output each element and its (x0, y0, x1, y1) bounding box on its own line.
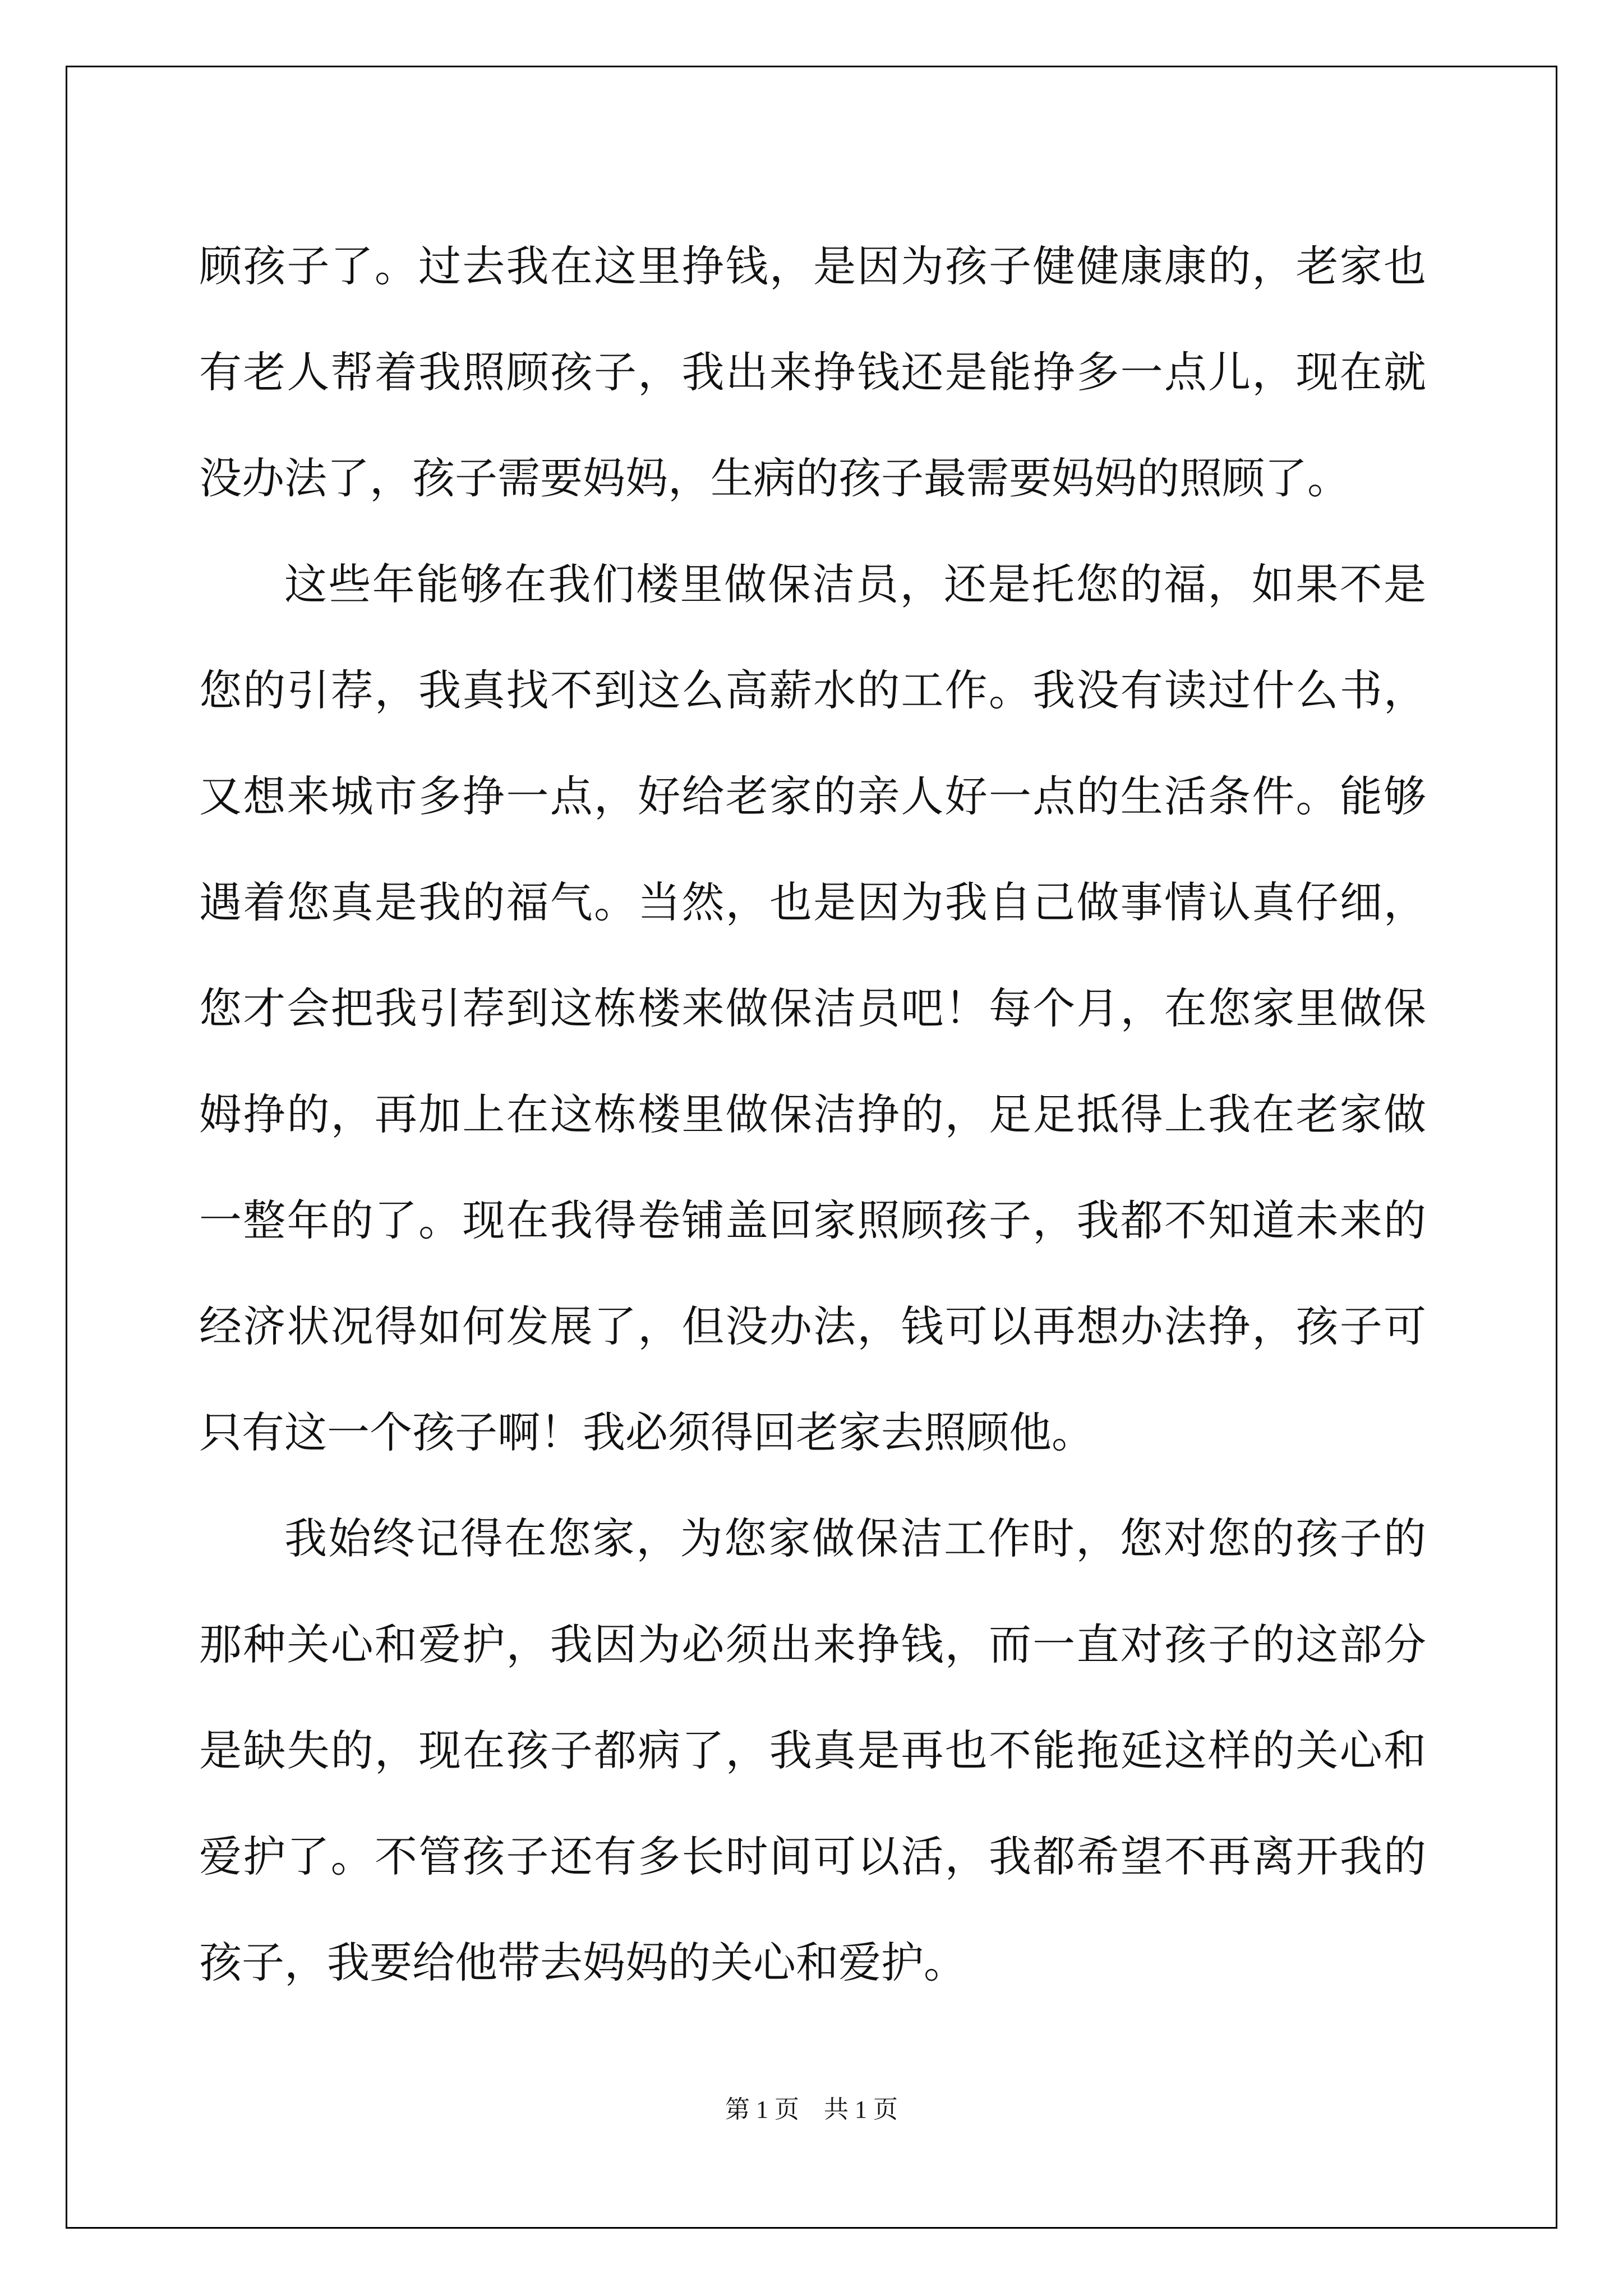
paragraph-3: 我始终记得在您家，为您家做保洁工作时，您对您的孩子的那种关心和爱护，我因为必须出来挣钱，而一直对孩子的这部分是缺失的，现在孩子都病了，我真是再也不能拖延这样的关心和爱护了。不管孩子还有多长时间可以活，我都希望不再离开我的孩子，我要给他带去妈妈的关心和爱护。 (199, 1513, 1426, 1987)
document-body (199, 213, 1426, 2016)
page-number-footer: 第 1 页 共 1 页 (725, 2096, 898, 2123)
paragraph-1: 顾孩子了。过去我在这里挣钱，是因为孩子健健康康的，老家也有老人帮着我照顾孩子，我出来挣钱还是能挣多一点儿，现在就没办法了，孩子需要妈妈，生病的孩子最需要妈妈的照顾了。 (199, 241, 1426, 503)
paragraph-2: 这些年能够在我们楼里做保洁员，还是托您的福，如果不是您的引荐，我真找不到这么高薪水的工作。我没有读过什么书，又想来城市多挣一点，好给老家的亲人好一点的生活条件。能够遇着您真是我的福气。当然，也是因为我自己做事情认真仔细，您才会把我引荐到这栋楼来做保洁员吧！每个月，在您家里做保姆挣的，再加上在这栋楼里做保洁挣的，足足抵得上我在老家做一整年的了。现在我得卷铺盖回家照顾孩子，我都不知道未来的经济状况得如何发展了，但没办法，钱可以再想办法挣，孩子可只有这一个孩子啊！我必须得回老家去照顾他。 (199, 559, 1426, 1457)
